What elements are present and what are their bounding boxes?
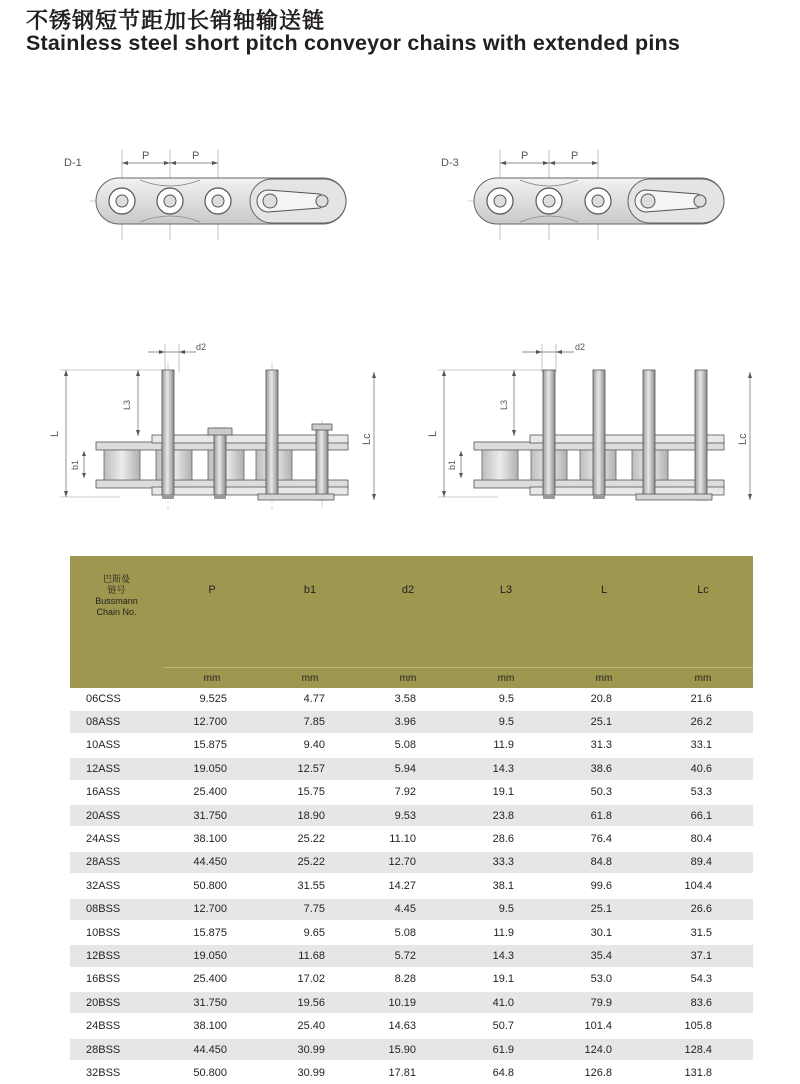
table-row: [70, 874, 753, 897]
value-cell: 17.02: [261, 968, 359, 991]
unit-l3: mm: [457, 668, 555, 689]
header-chain-no: 巴斯曼 链号 Bussmann Chain No.: [70, 556, 163, 668]
value-cell: 31.5: [653, 921, 753, 944]
value-cell: 15.90: [359, 1038, 457, 1061]
table-row: [70, 827, 753, 850]
d3-side-view: [441, 150, 724, 240]
chain-no-cell: 08ASS: [70, 710, 163, 733]
chain-no-cell: 12BSS: [70, 944, 163, 967]
value-cell: 9.40: [261, 734, 359, 757]
value-cell: 44.450: [163, 1038, 261, 1061]
value-cell: 131.8: [653, 1061, 753, 1083]
d1-l3-label: L3: [122, 399, 132, 410]
value-cell: 14.63: [359, 1014, 457, 1037]
value-cell: 126.8: [555, 1061, 653, 1083]
d1-d2-label: d2: [196, 342, 207, 352]
value-cell: 38.1: [457, 874, 555, 897]
value-cell: 84.8: [555, 851, 653, 874]
value-cell: 9.5: [457, 898, 555, 921]
value-cell: 31.55: [261, 874, 359, 897]
value-cell: 40.6: [653, 757, 753, 780]
d3-cross-section: [427, 342, 752, 500]
value-cell: 11.9: [457, 921, 555, 944]
value-cell: 12.700: [163, 898, 261, 921]
value-cell: 5.08: [359, 734, 457, 757]
value-cell: 104.4: [653, 874, 753, 897]
chain-no-cell: 32ASS: [70, 874, 163, 897]
chain-no-cell: 12ASS: [70, 757, 163, 780]
chain-no-cell: 24ASS: [70, 827, 163, 850]
value-cell: 31.3: [555, 734, 653, 757]
d1-lc-label: Lc: [361, 433, 373, 445]
chain-no-cell: 16ASS: [70, 781, 163, 804]
d3-label: D-3: [441, 157, 459, 169]
value-cell: 25.1: [555, 710, 653, 733]
header-lc: Lc: [653, 556, 753, 668]
value-cell: 41.0: [457, 991, 555, 1014]
d3-pitch-label-1: P: [521, 150, 529, 162]
page-title-en: Stainless steel short pitch conveyor chains with extended pins: [26, 31, 680, 55]
chain-no-cell: 06CSS: [70, 688, 163, 710]
value-cell: 105.8: [653, 1014, 753, 1037]
value-cell: 53.3: [653, 781, 753, 804]
value-cell: 37.1: [653, 944, 753, 967]
value-cell: 66.1: [653, 804, 753, 827]
value-cell: 19.050: [163, 944, 261, 967]
value-cell: 5.72: [359, 944, 457, 967]
table-row: [70, 688, 753, 710]
value-cell: 19.56: [261, 991, 359, 1014]
value-cell: 38.6: [555, 757, 653, 780]
value-cell: 26.2: [653, 710, 753, 733]
value-cell: 12.70: [359, 851, 457, 874]
value-cell: 12.57: [261, 757, 359, 780]
value-cell: 38.100: [163, 827, 261, 850]
value-cell: 54.3: [653, 968, 753, 991]
value-cell: 20.8: [555, 688, 653, 710]
value-cell: 50.800: [163, 1061, 261, 1083]
value-cell: 28.6: [457, 827, 555, 850]
table-row: [70, 944, 753, 967]
table-body: [70, 688, 753, 1084]
chain-no-cell: 28BSS: [70, 1038, 163, 1061]
value-cell: 15.75: [261, 781, 359, 804]
value-cell: 64.8: [457, 1061, 555, 1083]
table-header-row: [70, 556, 753, 668]
value-cell: 9.65: [261, 921, 359, 944]
value-cell: 14.3: [457, 757, 555, 780]
table-row: [70, 898, 753, 921]
value-cell: 35.4: [555, 944, 653, 967]
header-l3: L3: [457, 556, 555, 668]
value-cell: 31.750: [163, 804, 261, 827]
table-row: [70, 1014, 753, 1037]
value-cell: 38.100: [163, 1014, 261, 1037]
value-cell: 30.99: [261, 1061, 359, 1083]
value-cell: 44.450: [163, 851, 261, 874]
chain-no-cell: 10ASS: [70, 734, 163, 757]
value-cell: 33.1: [653, 734, 753, 757]
d1-b1-label: b1: [70, 459, 80, 470]
value-cell: 50.7: [457, 1014, 555, 1037]
d3-lc-label: Lc: [737, 433, 749, 445]
value-cell: 9.53: [359, 804, 457, 827]
d3-b1-label: b1: [447, 459, 457, 470]
d1-l-label: L: [49, 430, 61, 437]
value-cell: 101.4: [555, 1014, 653, 1037]
value-cell: 53.0: [555, 968, 653, 991]
value-cell: 25.22: [261, 827, 359, 850]
value-cell: 7.92: [359, 781, 457, 804]
value-cell: 15.875: [163, 921, 261, 944]
value-cell: 4.45: [359, 898, 457, 921]
value-cell: 12.700: [163, 710, 261, 733]
value-cell: 61.9: [457, 1038, 555, 1061]
value-cell: 4.77: [261, 688, 359, 710]
value-cell: 31.750: [163, 991, 261, 1014]
value-cell: 3.96: [359, 710, 457, 733]
value-cell: 5.08: [359, 921, 457, 944]
chain-no-cell: 08BSS: [70, 898, 163, 921]
header-b1: b1: [261, 556, 359, 668]
value-cell: 7.75: [261, 898, 359, 921]
table-row: [70, 710, 753, 733]
value-cell: 9.5: [457, 688, 555, 710]
value-cell: 50.800: [163, 874, 261, 897]
value-cell: 26.6: [653, 898, 753, 921]
chain-no-cell: 20BSS: [70, 991, 163, 1014]
d3-l3-label: L3: [499, 399, 509, 410]
chain-no-cell: 10BSS: [70, 921, 163, 944]
value-cell: 33.3: [457, 851, 555, 874]
table-row: [70, 734, 753, 757]
d1-pitch-label-1: P: [142, 150, 150, 162]
value-cell: 17.81: [359, 1061, 457, 1083]
unit-b1: mm: [261, 668, 359, 689]
d3-l-label: L: [427, 430, 439, 437]
chain-no-cell: 32BSS: [70, 1061, 163, 1083]
chain-no-cell: 16BSS: [70, 968, 163, 991]
value-cell: 124.0: [555, 1038, 653, 1061]
value-cell: 30.99: [261, 1038, 359, 1061]
page-title-cn: 不锈钢短节距加长销轴输送链: [26, 9, 326, 34]
table-row: [70, 921, 753, 944]
unit-l: mm: [555, 668, 653, 689]
d3-d2-label: d2: [575, 342, 586, 352]
value-cell: 25.400: [163, 781, 261, 804]
value-cell: 21.6: [653, 688, 753, 710]
table-row: [70, 991, 753, 1014]
value-cell: 5.94: [359, 757, 457, 780]
value-cell: 25.22: [261, 851, 359, 874]
unit-p: mm: [163, 668, 261, 689]
value-cell: 128.4: [653, 1038, 753, 1061]
d1-side-view: [64, 150, 346, 240]
value-cell: 19.1: [457, 781, 555, 804]
chain-no-cell: 24BSS: [70, 1014, 163, 1037]
value-cell: 9.5: [457, 710, 555, 733]
table-row: [70, 1061, 753, 1083]
value-cell: 11.10: [359, 827, 457, 850]
chain-no-cell: 20ASS: [70, 804, 163, 827]
value-cell: 80.4: [653, 827, 753, 850]
table-row: [70, 968, 753, 991]
value-cell: 76.4: [555, 827, 653, 850]
unit-d2: mm: [359, 668, 457, 689]
value-cell: 19.050: [163, 757, 261, 780]
value-cell: 10.19: [359, 991, 457, 1014]
d1-cross-section: [49, 342, 376, 510]
table-row: [70, 781, 753, 804]
value-cell: 9.525: [163, 688, 261, 710]
value-cell: 61.8: [555, 804, 653, 827]
value-cell: 19.1: [457, 968, 555, 991]
value-cell: 89.4: [653, 851, 753, 874]
header-d2: d2: [359, 556, 457, 668]
value-cell: 50.3: [555, 781, 653, 804]
value-cell: 25.400: [163, 968, 261, 991]
value-cell: 11.68: [261, 944, 359, 967]
value-cell: 7.85: [261, 710, 359, 733]
table-row: [70, 851, 753, 874]
d1-pitch-label-2: P: [192, 150, 200, 162]
value-cell: 79.9: [555, 991, 653, 1014]
header-p: P: [163, 556, 261, 668]
value-cell: 25.1: [555, 898, 653, 921]
header-l: L: [555, 556, 653, 668]
value-cell: 83.6: [653, 991, 753, 1014]
value-cell: 14.27: [359, 874, 457, 897]
table-row: [70, 1038, 753, 1061]
table-row: [70, 757, 753, 780]
value-cell: 25.40: [261, 1014, 359, 1037]
unit-lc: mm: [653, 668, 753, 689]
value-cell: 3.58: [359, 688, 457, 710]
specification-table: [70, 556, 753, 1084]
chain-no-cell: 28ASS: [70, 851, 163, 874]
value-cell: 23.8: [457, 804, 555, 827]
d1-label: D-1: [64, 157, 82, 169]
units-row: [70, 668, 753, 689]
table-row: [70, 804, 753, 827]
d3-pitch-label-2: P: [571, 150, 579, 162]
value-cell: 30.1: [555, 921, 653, 944]
value-cell: 14.3: [457, 944, 555, 967]
value-cell: 8.28: [359, 968, 457, 991]
value-cell: 18.90: [261, 804, 359, 827]
value-cell: 15.875: [163, 734, 261, 757]
value-cell: 99.6: [555, 874, 653, 897]
value-cell: 11.9: [457, 734, 555, 757]
